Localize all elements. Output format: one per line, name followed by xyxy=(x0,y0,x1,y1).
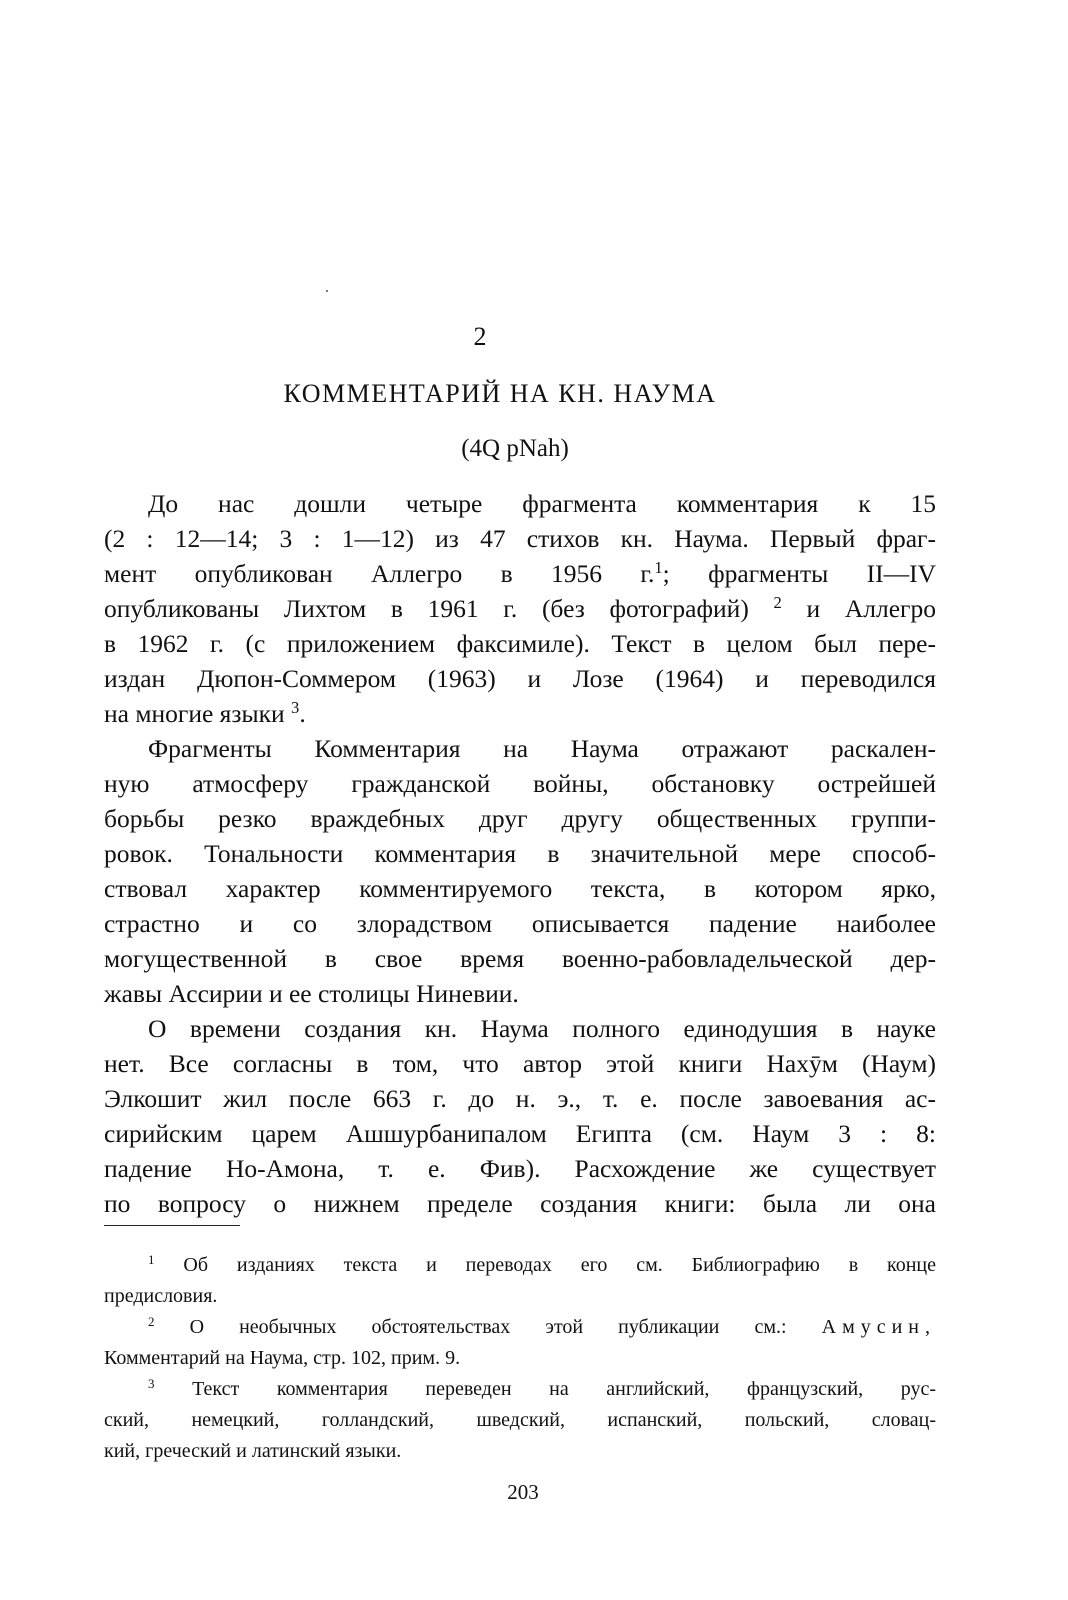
text-line: по вопросу о нижнем пределе создания книги: была ли она xyxy=(104,1189,936,1218)
footnote-number: 1 xyxy=(148,1251,155,1267)
text-line: в 1962 г. (с приложением факсимиле). Текст в целом был пере- xyxy=(104,629,936,658)
text-line: ровок. Тональности комментария в значительной мере способ- xyxy=(104,839,936,868)
text-line: сирийским царем Ашшурбанипалом Египта (см. Наум 3 : 8: xyxy=(104,1119,936,1148)
text-line: (2 : 12—14; 3 : 1—12) из 47 стихов кн. Наума. Первый фраг- xyxy=(104,524,936,553)
text-line: на многие языки $^3$. xyxy=(104,697,306,728)
footnote-number: 2 xyxy=(148,1313,155,1329)
text-line: Элкошит жил после 663 г. до н. э., т. е. после завоевания ас- xyxy=(104,1084,936,1113)
text-line xyxy=(104,556,936,591)
text-segment: и Аллегро xyxy=(781,594,936,623)
chapter-title: КОММЕНТАРИЙ НА КН. НАУМА xyxy=(283,379,717,408)
footnote-text: Текст комментария переведен на английский, французский, рус- xyxy=(192,1378,936,1400)
footnote-ref: 3 xyxy=(291,697,300,717)
text-line: страстно и со злорадством описывается падение наиболее xyxy=(104,909,936,938)
text-line: ную атмосферу гражданской войны, обстановку острейшей xyxy=(104,769,936,798)
text-line: ствовал характер комментируемого текста, в котором ярко, xyxy=(104,874,936,903)
text-line: О времени создания кн. Наума полного единодушия в науке xyxy=(148,1014,936,1043)
author-name: Амусин, xyxy=(821,1316,937,1338)
text-segment: на многие языки xyxy=(104,699,285,728)
footnote-line xyxy=(104,1312,936,1343)
page-number: 203 xyxy=(507,1480,539,1504)
footnote-ref: 2 xyxy=(773,592,782,612)
footnotes xyxy=(104,1250,936,1467)
text-line: борьбы резко враждебных друг другу общественных группи- xyxy=(104,804,936,833)
text-line: жавы Ассирии и ее столицы Ниневии. xyxy=(104,979,519,1008)
text-line: нет. Все согласны в том, что автор этой книги Нахӯм (Наум) xyxy=(104,1049,936,1078)
text-line xyxy=(104,591,936,626)
chapter-number: 2 xyxy=(473,322,487,351)
main-text xyxy=(104,486,936,1221)
footnote-line: кий, греческий и латинский языки. xyxy=(104,1440,402,1462)
footnote-line xyxy=(104,1250,936,1281)
text-segment: мент опубликован Аллегро в 1956 г. xyxy=(104,559,655,588)
footnote-number: 3 xyxy=(148,1375,155,1391)
text-segment: ; фрагменты II—IV xyxy=(662,559,936,588)
footnote-text: Об изданиях текста и переводах его см. Библиографию в конце xyxy=(183,1254,937,1276)
text-line: падение Но-Амона, т. е. Фив). Расхождение же существует xyxy=(104,1154,936,1183)
footnote-line: ский, немецкий, голландский, шведский, испанский, польский, словац- xyxy=(104,1409,936,1431)
footnote-ref: 1 xyxy=(654,557,663,577)
text-line: издан Дюпон-Соммером (1963) и Лозе (1964) и переводился xyxy=(104,664,936,693)
text-line: До нас дошли четыре фрагмента комментария к 15 xyxy=(148,489,936,518)
footnote-line: предисловия. xyxy=(104,1285,218,1307)
chapter-siglum: (4Q pNah) xyxy=(461,435,569,462)
text-line: могущественной в свое время военно-рабовладельческой дер- xyxy=(104,944,936,973)
text-line: Фрагменты Комментария на Наума отражают раскален- xyxy=(148,734,936,763)
footnote-divider xyxy=(104,1225,240,1226)
stray-mark xyxy=(326,290,328,292)
footnote-text: О необычных обстоятельствах этой публикации см.: xyxy=(189,1316,787,1338)
text-segment: опубликованы Лихтом в 1961 г. (без фотографий) xyxy=(104,594,749,623)
footnote-line xyxy=(104,1374,936,1405)
footnote-line: Комментарий на Наума, стр. 102, прим. 9. xyxy=(104,1347,461,1369)
